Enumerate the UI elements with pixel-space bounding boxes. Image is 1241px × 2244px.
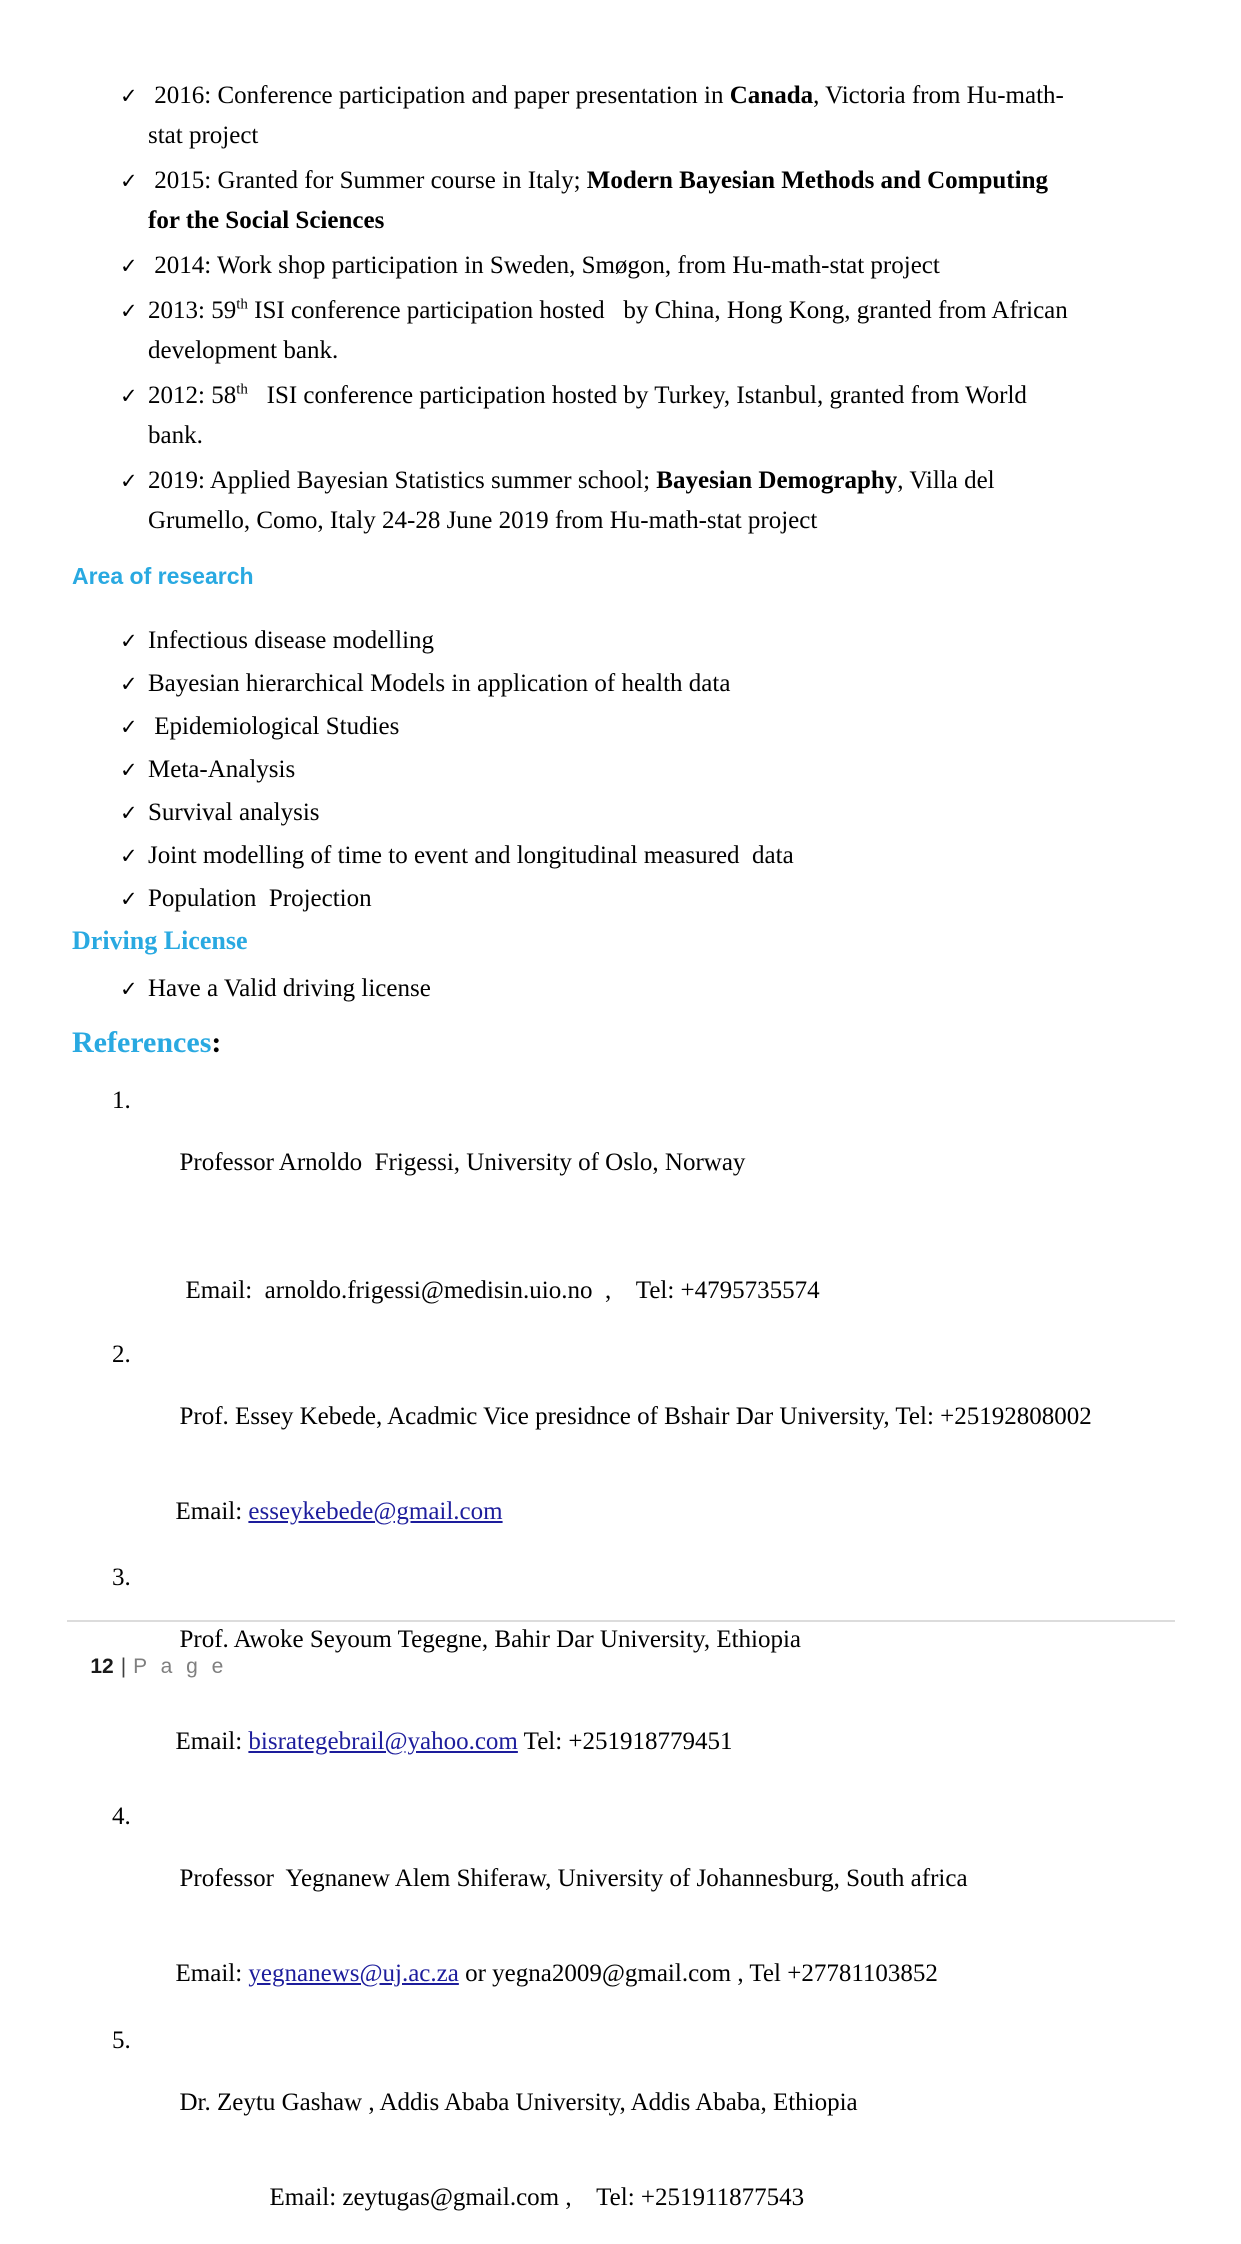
award-text-superscript: th <box>236 296 248 313</box>
award-text: , Villa del <box>897 467 995 494</box>
section-heading-references <box>72 1024 1241 1061</box>
reference-email-text: Tel: +251918779451 <box>517 1728 733 1755</box>
footer-label: P a g e <box>133 1655 228 1678</box>
driving-license-list <box>0 970 1241 1008</box>
award-text-superscript: th <box>236 381 248 398</box>
award-text: 2015: Granted for Summer course in Italy; <box>148 167 587 194</box>
references-heading-colon: : <box>211 1026 222 1059</box>
award-line <box>148 201 1241 241</box>
award-text: ISI conference participation hosted by Turkey, Istanbul, granted from World <box>247 382 1027 409</box>
list-item <box>0 970 1241 1008</box>
award-line <box>148 331 1241 371</box>
award-text-bold: Modern Bayesian Methods and Computing <box>586 167 1048 194</box>
check-icon: ✓ <box>120 844 138 868</box>
research-area-text: Infectious disease modelling <box>148 627 435 654</box>
reference-number: 1. <box>112 1087 131 1114</box>
email-link[interactable]: yegnanews@uj.ac.za <box>248 1960 459 1987</box>
reference-entry <box>0 1085 1241 1209</box>
reference-text: Prof. Essey Kebede, Acadmic Vice presidnce of Bshair Dar University, Tel: +25192808002 <box>179 1403 1092 1430</box>
research-areas-list <box>0 622 1241 918</box>
reference-email-line <box>0 1927 1241 2020</box>
reference-text: Prof. Awoke Seyoum Tegegne, Bahir Dar University, Ethiopia <box>179 1626 802 1653</box>
list-item <box>0 880 1241 918</box>
check-icon: ✓ <box>120 469 138 493</box>
references-heading-text: References <box>72 1026 212 1059</box>
check-icon: ✓ <box>120 715 138 739</box>
check-icon: ✓ <box>120 299 138 323</box>
list-item <box>0 751 1241 789</box>
award-line <box>148 161 1241 201</box>
reference-email-text: Email: <box>175 1498 249 1525</box>
email-link[interactable]: bisrategebrail@yahoo.com <box>248 1728 518 1755</box>
award-text: , Victoria from Hu-math- <box>813 82 1064 109</box>
check-icon: ✓ <box>120 672 138 696</box>
reference-email-text: Email: <box>175 1960 249 1987</box>
reference-text: Dr. Zeytu Gashaw , Addis Ababa University, Addis Ababa, Ethiopia <box>179 2089 858 2116</box>
reference-email-line <box>0 1465 1241 1558</box>
footer-separator: | <box>120 1655 127 1678</box>
award-text: 2019: Applied Bayesian Statistics summer school; <box>148 467 657 494</box>
research-area-text: Epidemiological Studies <box>148 713 400 740</box>
reference-number: 5. <box>112 2027 131 2054</box>
page-footer <box>67 1628 227 1706</box>
research-area-text: Bayesian hierarchical Models in application of health data <box>148 670 731 697</box>
reference-number: 4. <box>112 1803 131 1830</box>
check-icon: ✓ <box>120 801 138 825</box>
list-item <box>0 837 1241 875</box>
reference-email-text: Email: zeytugas@gmail.com , Tel: +251911877543 <box>269 2184 805 2211</box>
award-line <box>148 461 1241 501</box>
award-text: 2013: 59 <box>148 297 237 324</box>
award-text-bold: Canada <box>729 82 814 109</box>
award-text: bank. <box>148 422 203 449</box>
award-text-bold: Bayesian Demography <box>656 467 898 494</box>
award-text: 2012: 58 <box>148 382 237 409</box>
check-icon: ✓ <box>120 254 138 278</box>
list-item <box>0 291 1241 371</box>
award-line <box>148 501 1241 541</box>
check-icon: ✓ <box>120 629 138 653</box>
email-link[interactable]: esseykebede@gmail.com <box>248 1498 503 1525</box>
award-line <box>148 246 1241 286</box>
award-text: 2016: Conference participation and paper presentation in <box>148 82 730 109</box>
award-line <box>148 291 1241 331</box>
award-text: ISI conference participation hosted by China, Hong Kong, granted from African <box>247 297 1068 324</box>
award-text: stat project <box>148 122 259 149</box>
list-item <box>0 376 1241 456</box>
award-text: development bank. <box>148 337 339 364</box>
reference-email-line <box>0 1244 1241 1337</box>
award-text: Grumello, Como, Italy 24-28 June 2019 from Hu-math-stat project <box>148 507 818 534</box>
reference-email-text: or yegna2009@gmail.com , Tel +27781103852 <box>458 1960 938 1987</box>
reference-entry <box>0 1801 1241 1925</box>
research-area-text: Survival analysis <box>148 799 320 826</box>
reference-entry <box>0 2025 1241 2149</box>
list-item <box>0 794 1241 832</box>
check-icon: ✓ <box>120 887 138 911</box>
reference-number: 2. <box>112 1341 131 1368</box>
award-text-bold: for the Social Sciences <box>148 207 385 234</box>
reference-email-line <box>0 1695 1241 1788</box>
list-item <box>0 461 1241 541</box>
awards-list <box>0 0 1241 541</box>
list-item <box>0 622 1241 660</box>
check-icon: ✓ <box>120 977 138 1001</box>
check-icon: ✓ <box>120 169 138 193</box>
reference-text: Professor Yegnanew Alem Shiferaw, University of Johannesburg, South africa <box>179 1865 968 1892</box>
list-item <box>0 161 1241 241</box>
section-heading-driving-license: Driving License <box>72 926 248 955</box>
award-line <box>148 116 1241 156</box>
award-line <box>148 76 1241 116</box>
list-item <box>0 708 1241 746</box>
check-icon: ✓ <box>120 84 138 108</box>
driving-license-text: Have a Valid driving license <box>148 975 431 1002</box>
footer-divider <box>67 1620 1175 1622</box>
page-number: 12 <box>90 1655 114 1678</box>
list-item <box>0 665 1241 703</box>
research-area-text: Population Projection <box>148 885 372 912</box>
reference-text: Professor Arnoldo Frigessi, University of Oslo, Norway <box>179 1149 746 1176</box>
section-heading-area-of-research: Area of research <box>72 563 254 589</box>
award-line <box>148 376 1241 416</box>
check-icon: ✓ <box>120 384 138 408</box>
award-line <box>148 416 1241 456</box>
list-item <box>0 76 1241 156</box>
reference-email-text: Email: <box>175 1728 249 1755</box>
reference-entry <box>0 1339 1241 1463</box>
check-icon: ✓ <box>120 758 138 782</box>
reference-number: 3. <box>112 1564 131 1591</box>
reference-email-line <box>0 2151 1241 2244</box>
list-item <box>0 246 1241 286</box>
award-text: 2014: Work shop participation in Sweden, Smøgon, from Hu-math-stat project <box>148 252 940 279</box>
reference-email-text: Email: arnoldo.frigessi@medisin.uio.no , Tel: +4795735574 <box>185 1277 820 1304</box>
research-area-text: Meta-Analysis <box>148 756 296 783</box>
research-area-text: Joint modelling of time to event and longitudinal measured data <box>148 842 794 869</box>
